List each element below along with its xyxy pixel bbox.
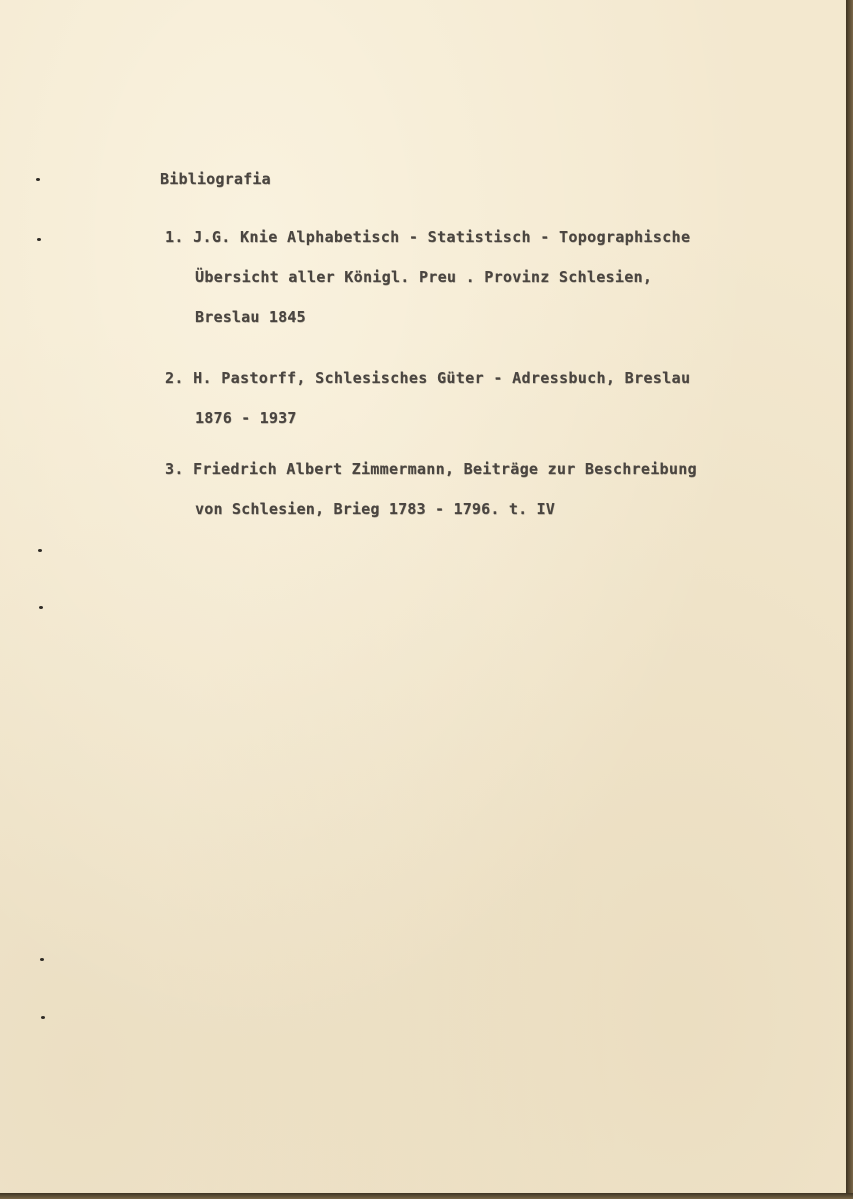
page-edge-bottom <box>0 1193 853 1199</box>
bibliography-entry-2 <box>165 368 765 448</box>
entry-line: 1876 - 1937 <box>195 409 297 427</box>
page-edge-right <box>846 0 853 1199</box>
entry-line: Übersicht aller Königl. Preu . Provinz Schlesien, <box>195 268 653 286</box>
entry-line: von Schlesien, Brieg 1783 - 1796. t. IV <box>195 500 555 518</box>
entry-line: Breslau 1845 <box>195 308 306 326</box>
margin-mark <box>39 606 43 609</box>
margin-mark <box>41 1016 45 1019</box>
bibliography-entry-3 <box>165 459 765 539</box>
margin-mark <box>40 958 44 961</box>
margin-mark <box>36 178 40 181</box>
bibliography-entry-1 <box>165 227 765 347</box>
bibliography-heading: Bibliografia <box>160 170 271 188</box>
margin-mark <box>38 549 42 552</box>
entry-line: 3. Friedrich Albert Zimmermann, Beiträge zur Beschreibung <box>165 460 697 478</box>
margin-mark <box>37 238 41 241</box>
entry-line: 1. J.G. Knie Alphabetisch - Statistisch - Topographische <box>165 228 691 246</box>
entry-line: 2. H. Pastorff, Schlesisches Güter - Adressbuch, Breslau <box>165 369 691 387</box>
